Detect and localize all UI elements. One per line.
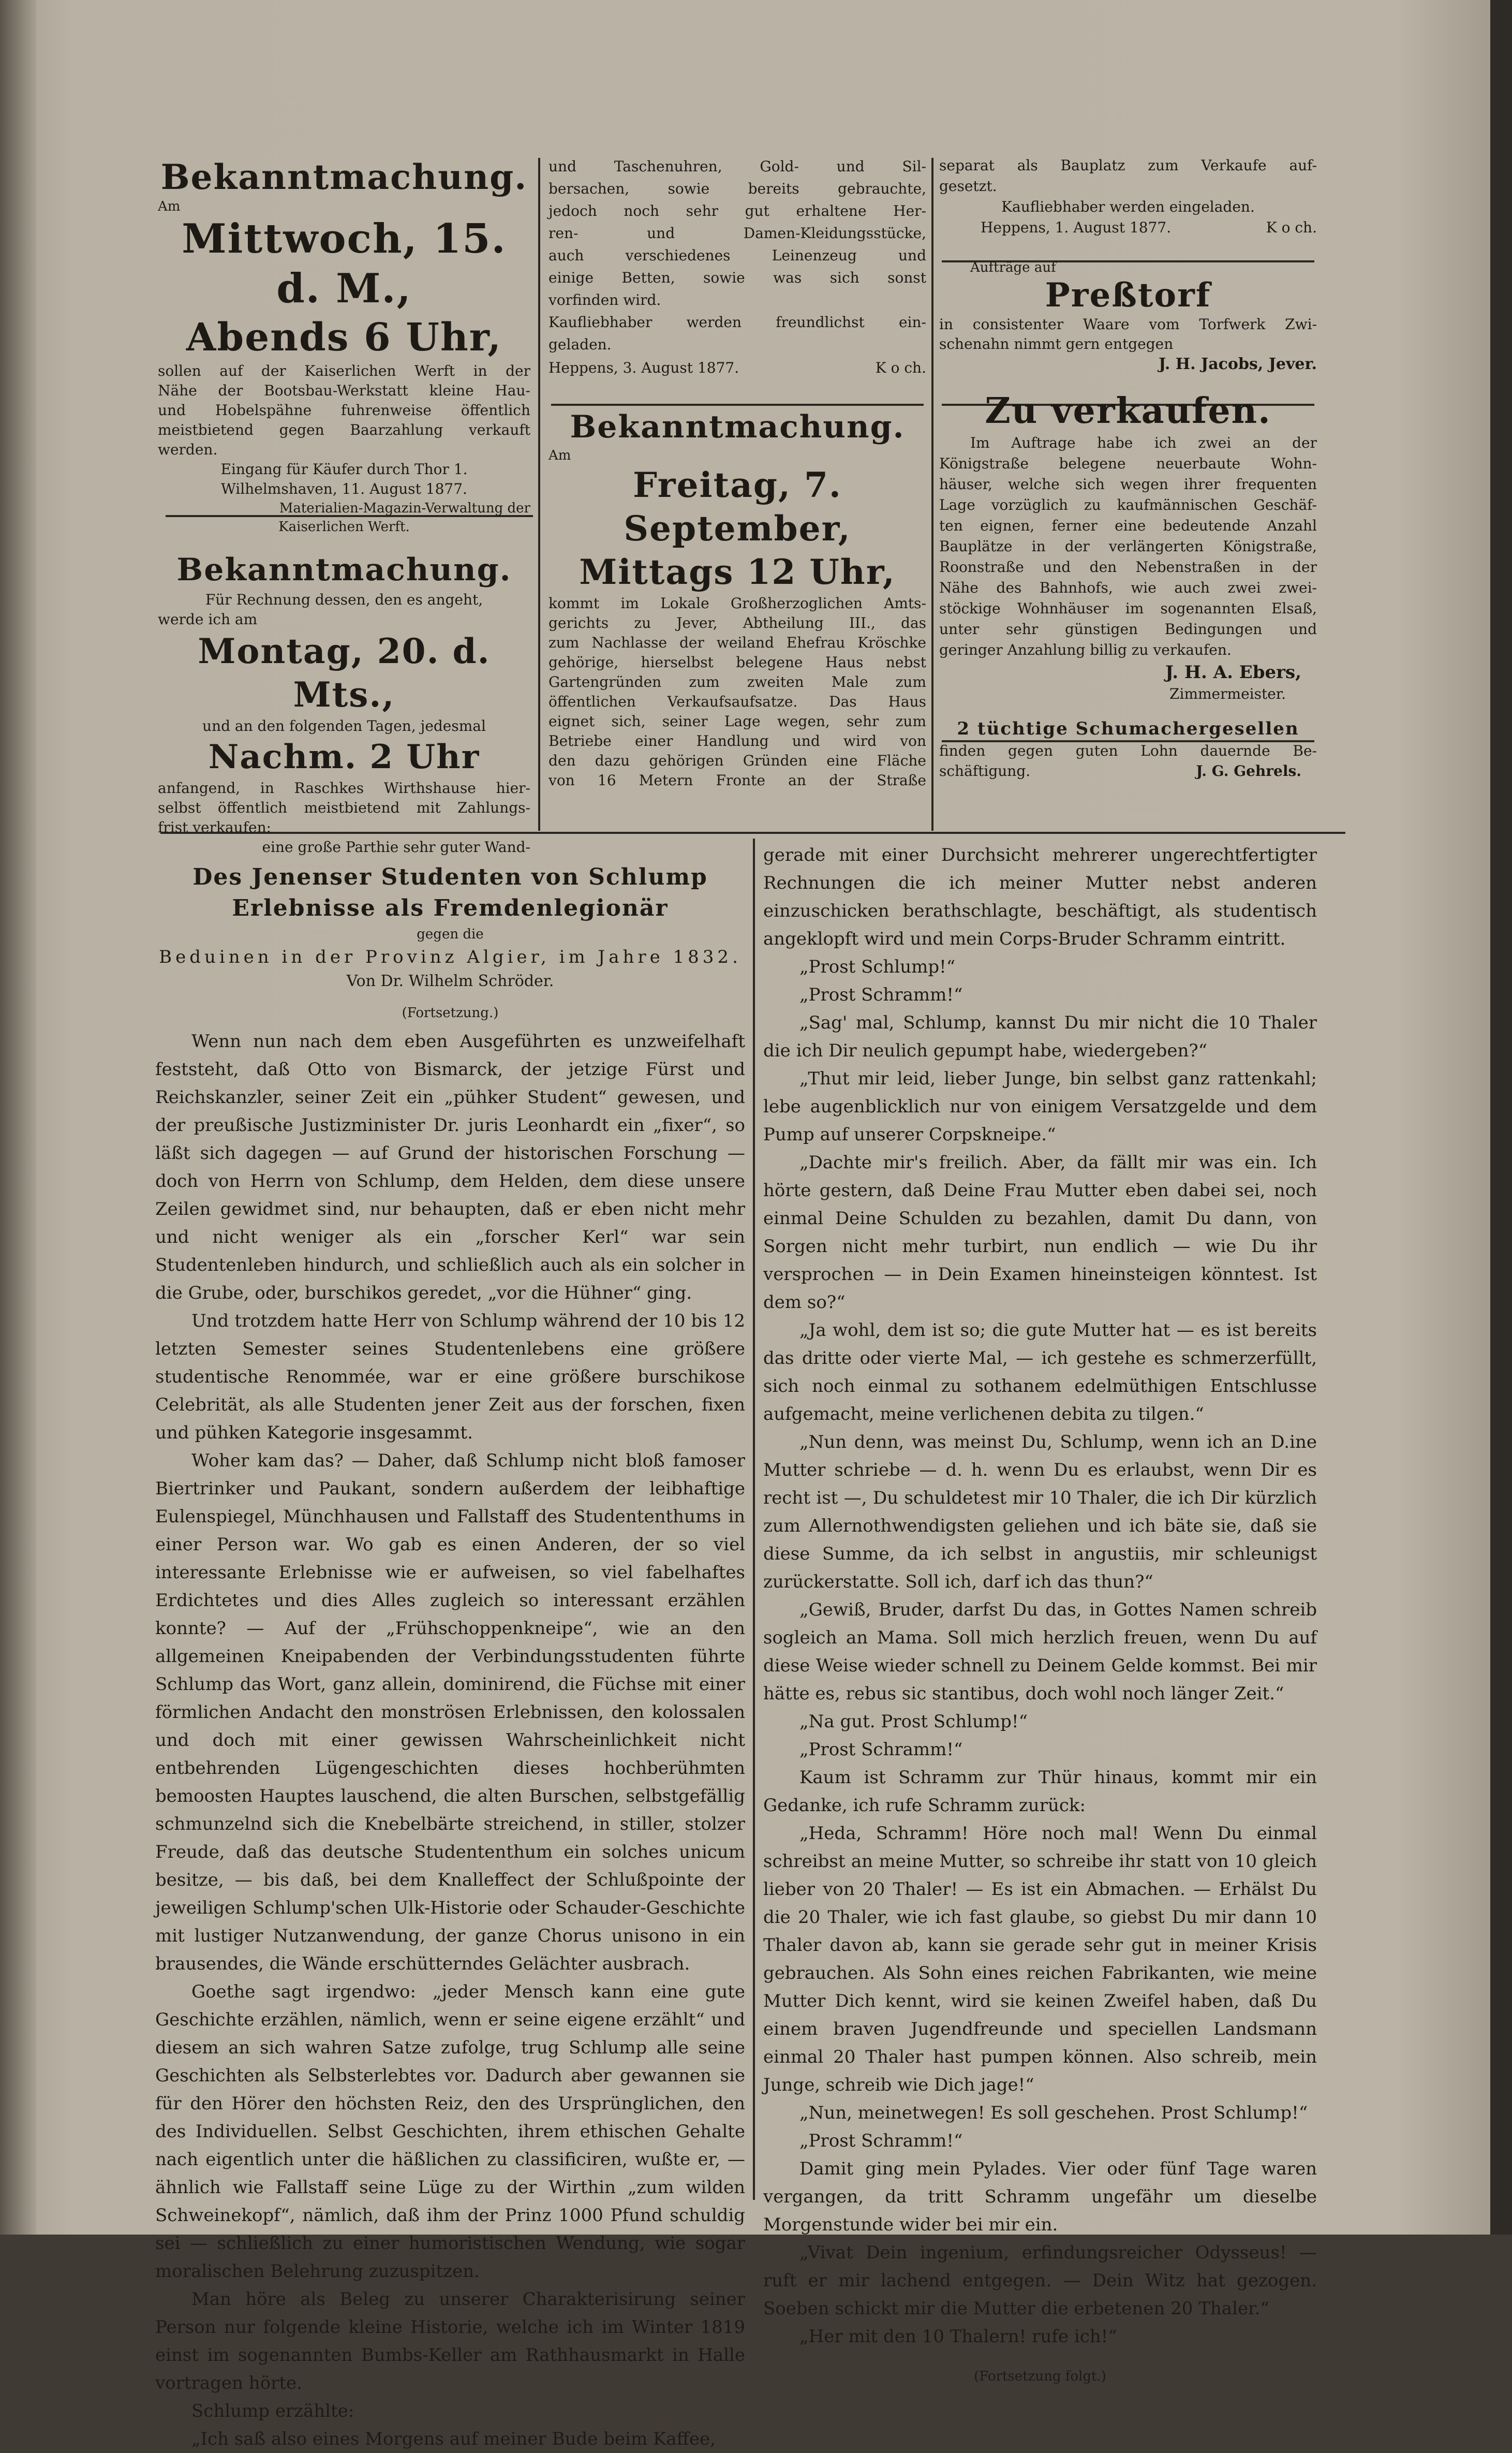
ad5-line: unter sehr günstigen Bedingungen und (939, 621, 1317, 638)
article-paragraph: „Ja wohl, dem ist so; die gute Mutter hat — es ist bereits das dritte oder vierte Mal, — ich gestehe es schmerzerfüllt, sich noch einmal zu sothanem edelmüthigen Entschlusse aufgemacht, meine verlichenen debita zu tilgen.“ (763, 1320, 1317, 1424)
ads-column-2 (549, 155, 926, 828)
article-paragraph: „Prost Schramm!“ (799, 2131, 963, 2151)
ad3cont-signature (939, 217, 1317, 238)
article-paragraph: „Vivat Dein ingenium, erfindungsreicher Odysseus! — ruft er mir lachend entgegen. — Dein Witz hat gezogen. Soeben schickt mir die Mutter die erbetenen 20 Thaler.“ (763, 2242, 1317, 2319)
ad5-heading: Zu verkaufen. (985, 390, 1271, 432)
ad5-line: Bauplätze in der verlängerten Königstraße, (939, 538, 1317, 555)
ad2-line: selbst öffentlich meistbietend mit Zahlungs- (158, 799, 530, 816)
ad4-signer: J. H. Jacobs, Jever. (1159, 355, 1317, 373)
ad2cont-line: auch verschiedenes Leinenzeug und (549, 247, 926, 264)
article-column-right (763, 841, 1317, 2384)
ad5-profession: Zimmermeister. (1169, 685, 1286, 702)
ad6-line: finden gegen guten Lohn dauernde Be- (939, 742, 1317, 759)
ad2-following: und an den folgenden Tagen, jedesmal (202, 717, 486, 735)
article-paragraph: Goethe sagt irgendwo: „jeder Mensch kann eine gute Geschichte erzählen, nämlich, wenn er seine eigene erzählt“ und diesem an sich wahren Satze zufolge, trug Schlump alle seine Geschichten als Selbsterlebtes vor. Dadurch aber gewannen sie für den Hörer den höchsten Reiz, den des Ursprünglichen, den des Individuellen. Selbst Geschichten, ihrem ethischen Gehalte nach eigentlich unter die häßlichen zu classificiren, wußte er, — ähnlich wie Fallstaff seine Lüge zu der Wirthin „zum wilden Schweinekopf“, nämlich, daß ihm der Prinz 1000 Pfund schuldig sei — schließlich zu einer humoristischen Wendung, wie sogar moralischen Belehrung zuzuspitzen. (155, 1981, 745, 2282)
column-rule-article (753, 839, 755, 2200)
ad2cont-line: geladen. (549, 336, 612, 353)
ad6-signer: J. G. Gehrels. (1196, 762, 1301, 780)
ad3-am: Am (549, 448, 571, 463)
ad2cont-signer: K o ch. (875, 359, 926, 376)
article-paragraph: Kaum ist Schramm zur Thür hinaus, kommt mir ein Gedanke, ich rufe Schramm zurück: (763, 1767, 1317, 1816)
ad3cont-signer: K o ch. (1266, 219, 1317, 236)
ad5-line: Lage vorzüglich zu kaufmännischen Geschäf- (939, 496, 1317, 513)
ad2-line: frist verkaufen: (158, 819, 272, 836)
ad3-line: von 16 Metern Fronte an der Straße (549, 772, 926, 789)
article-paragraph: „Prost Schramm!“ (799, 985, 963, 1005)
binding-shadow (0, 0, 36, 2235)
ad3-time: Mittags 12 Uhr, (579, 552, 896, 592)
ad5-line: geringer Anzahlung billig zu verkaufen. (939, 641, 1232, 658)
article-column-left (155, 841, 745, 2449)
ad1-line: Nähe der Bootsbau-Werkstatt kleine Hau- (158, 382, 530, 399)
ad5-line: Im Auftrage habe ich zwei an der (970, 434, 1317, 451)
ad3-date: Freitag, 7. September, (624, 465, 851, 549)
ad4-kicker: Aufträge auf (970, 260, 1056, 275)
article-paragraph: „Na gut. Prost Schlump!“ (799, 1711, 1028, 1732)
ad3-line: kommt im Lokale Großherzoglichen Amts- (549, 595, 926, 612)
ad3cont-invite: Kaufliebhaber werden eingeladen. (1001, 198, 1255, 215)
ad3-line: Gartengründen zum zweiten Male zum (549, 673, 926, 691)
ad5-line: Roonstraße und den Nebenstraßen in der (939, 559, 1317, 576)
article-paragraph: „Gewiß, Bruder, darfst Du das, in Gottes Namen schreib sogleich an Mama. Soll mich herzlich freuen, wenn Du auf diese Weise wieder schnell zu Deinem Gelde kommst. Bei mir hätte es, rebus sic stantibus, doch wohl noch länger Zeit.“ (763, 1599, 1317, 1704)
article-title: Des Jenenser Studenten von Schlump (192, 864, 708, 890)
article-paragraph: „Her mit den 10 Thalern! rufe ich!“ (799, 2326, 1117, 2347)
ad3-line: den dazu gehörigen Gründen eine Fläche (549, 752, 926, 769)
ad1-date: Mittwoch, 15. d. M., (182, 215, 507, 312)
ad1-signature: Materialien-Magazin-Verwaltung der (279, 501, 530, 516)
ad2-date: Montag, 20. d. Mts., (198, 631, 491, 715)
ad3-line: öffentlichen Verkaufsaufsatze. Das Haus (549, 693, 926, 710)
article-paragraph: „Nun denn, was meinst Du, Schlump, wenn ich an D.ine Mutter schriebe — d. h. wenn Du es erlaubst, wenn Dir es recht ist —, Du schuldetest mir 10 Thaler, die ich Dir kürzlich zum Allernothwendigsten geliehen und ich bäte sie, daß sie diese Summe, da ich selbst in angustiis, mir schleunigst zurückerstatte. Soll ich, darf ich das thun?“ (763, 1432, 1317, 1592)
article-paragraph: Man höre als Beleg zu unserer Charakterisirung seiner Person nur folgende kleine Historie, welche ich im Winter 1819 einst im sogenannten Bumbs-Keller am Rathhausmarkt in Halle vortragen hörte. (155, 2289, 745, 2393)
ad2cont-line: ren- und Damen-Kleidungsstücke, (549, 225, 926, 242)
ad2-intro: werde ich am (158, 611, 258, 628)
article-paragraph: Schlump erzählte: (191, 2401, 354, 2421)
article-paragraph: Wenn nun nach dem eben Ausgeführten es unzweifelhaft feststeht, daß Otto von Bismarck, der jetzige Fürst und Reichskanzler, seiner Zeit ein „pühker Student“ gewesen, und der preußische Justizminister Dr. juris Leonhardt ein „fixer“, so läßt sich dagegen — auf Grund der historischen Forschung — doch von Herrn von Schlump, dem Helden, dem diese unsere Zeilen gewidmet sind, nur behaupten, daß er eben nicht mehr und nicht weniger als ein „forscher Kerl“ war sein Studentenleben hindurch, und schließlich auch als ein solcher in die Grube, oder, burschikos geredet, „vor die Hühner“ ging. (155, 1031, 745, 1303)
article-continued: (Fortsetzung.) (402, 1005, 499, 1021)
ad2cont-line: vorfinden wird. (549, 291, 661, 309)
page-edge (1490, 0, 1512, 2235)
ad2cont-line: und Taschenuhren, Gold- und Sil- (549, 158, 926, 175)
article-paragraph: „Heda, Schramm! Höre noch mal! Wenn Du einmal schreibst an meine Mutter, so schreibe ihr statt von 10 gleich lieber von 20 Thaler! — Es ist ein Abmachen. — Erhälst Du die 20 Thaler, wie ich fast glaube, so giebst Du mir dann 10 Thaler davon ab, kann sie gerade sehr gut in meiner Krisis gebrauchen. Als Sohn eines reichen Fabrikanten, wie meine Mutter Dich kennt, wird sie keinen Zweifel haben, daß Du einem braven Jugendfreunde und speciellen Landsmann einmal 20 Thaler hast pumpen können. Also schreib, mein Junge, schreib wie Dich jage!“ (763, 1823, 1317, 2095)
ad1-line: werden. (158, 441, 218, 458)
column-rule-2 (931, 158, 933, 831)
article-paragraph: „Ich saß also eines Morgens auf meiner Bude beim Kaffee, (191, 2429, 716, 2449)
ad2-line: anfangend, in Raschkes Wirthshause hier- (158, 780, 530, 797)
article-paragraph: Und trotzdem hatte Herr von Schlump während der 10 bis 12 letzten Semester seines Studentenlebens eine größere studentische Renommée, war er eine größere burschikose Celebrität, als alle Studenten jener Zeit aus der forschen, fixen und pühken Kategorie insgesammt. (155, 1311, 745, 1443)
article-paragraph: „Prost Schramm!“ (799, 1739, 963, 1760)
ad1-line: meistbietend gegen Baarzahlung verkauft (158, 421, 530, 438)
article-paragraph: „Thut mir leid, lieber Junge, bin selbst ganz rattenkahl; lebe augenblicklich nur von einigem Versatzgelde und dem Pump auf unserer Corpskneipe.“ (763, 1068, 1317, 1145)
ad1-signature: Kaiserlichen Werft. (278, 519, 410, 535)
ad2cont-line: einige Betten, sowie was sich sonst (549, 269, 926, 286)
ad1-line: und Hobelspähne fuhrenweise öffentlich (158, 402, 530, 419)
ad3-heading: Bekanntmachung. (570, 409, 905, 445)
ad5-line: Nähe des Bahnhofs, wie auch zwei zwei- (939, 579, 1317, 596)
ad6-signature (939, 761, 1317, 782)
ad3-line: gerichts zu Jever, Abtheilung III., das (549, 614, 926, 631)
ad2-intro: Für Rechnung dessen, den es angeht, (205, 591, 483, 608)
article-paragraph: „Dachte mir's freilich. Aber, da fällt mir was ein. Ich hörte gestern, daß Deine Frau Mutter eben dabei sei, noch einmal Deine Schulden zu bezahlen, damit Du dann, von Sorgen nicht mehr turbirt, nun endlich — wie Du ihr versprochen — in Dein Examen hineinsteigen könntest. Ist dem so?“ (763, 1152, 1317, 1313)
ad3cont-line: separat als Bauplatz zum Verkaufe auf- (939, 157, 1317, 174)
ad1-am: Am (158, 199, 181, 214)
article-paragraph: „Sag' mal, Schlump, kannst Du mir nicht die 10 Thaler die ich Dir neulich gepumpt habe, wiedergeben?“ (763, 1012, 1317, 1061)
article-subtitle: Beduinen in der Provinz Algier, im Jahre 1832. (159, 947, 742, 967)
ad3cont-line: gesetzt. (939, 178, 997, 195)
ad5-line: häuser, welche sich wegen ihrer frequenten (939, 476, 1317, 493)
ad3-line: eignet sich, seiner Lage wegen, sehr zum (549, 713, 926, 730)
ad5-signer: J. H. A. Ebers, (1165, 662, 1301, 683)
ad2cont-line: Kaufliebhaber werden freundlichst ein- (549, 314, 926, 331)
ad2cont-signature (549, 356, 926, 380)
ad2-line: eine große Parthie sehr guter Wand- (262, 839, 530, 856)
ads-column-3 (939, 155, 1317, 828)
ad2-heading: Bekanntmachung. (176, 552, 512, 588)
article-title: Erlebnisse als Fremdenlegionär (232, 895, 669, 921)
article-paragraph: „Prost Schlump!“ (799, 957, 956, 977)
article-paragraph: „Nun, meinetwegen! Es soll geschehen. Prost Schlump!“ (799, 2103, 1308, 2123)
ad6-heading: 2 tüchtige Schumachergesellen (957, 718, 1299, 739)
ad3-line: Betriebe einer Handlung und wird von (549, 732, 926, 750)
ad3-line: zum Nachlasse der weiland Ehefrau Kröschke (549, 634, 926, 651)
ad2cont-line: bersachen, sowie bereits gebrauchte, (549, 180, 926, 197)
ad2cont-line: jedoch noch sehr gut erhaltene Her- (549, 202, 926, 219)
ad1-place-date: Wilhelmshaven, 11. August 1877. (221, 480, 467, 497)
article-paragraph: gerade mit einer Durchsicht mehrerer ungerechtfertigter Rechnungen die ich meiner Mutter nebst anderen einzuschicken berathschlagte, beschäftigt, als studentisch angeklopft wird und mein Corps-Bruder Schramm eintritt. (763, 845, 1317, 949)
article-to-be-continued: (Fortsetzung folgt.) (974, 2369, 1106, 2384)
article-author: Von Dr. Wilhelm Schröder. (346, 972, 554, 990)
ad3-line: gehörige, hierselbst belegene Haus nebst (549, 654, 926, 671)
ad1-entrance: Eingang für Käufer durch Thor 1. (220, 461, 468, 478)
ads-column-1 (158, 155, 530, 856)
ad4-line: schenahn nimmt gern entgegen (939, 335, 1174, 352)
ad5-line: ten eignen, ferner eine bedeutende Anzahl (939, 517, 1317, 534)
ad4-heading: Preßtorf (1045, 276, 1211, 315)
ad5-line: stöckige Wohnhäuser im sogenannten Elsaß, (939, 600, 1317, 617)
article-paragraph: Woher kam das? — Daher, daß Schlump nicht bloß famoser Biertrinker und Paukant, sondern außerdem der leibhaftige Eulenspiegel, Münchhausen und Fallstaff des Studententhums in einer Person war. Wo gab es einen Anderen, der so viel interessante Erlebnisse wie er aufweisen, so viel fabelhaftes Erdichtetes und dies Alles zugleich so interessant erzählen konnte? — Auf der „Frühschoppenkneipe“, wie an den allgemeinen Kneipabenden der Verbindungsstudenten führte Schlump das Wort, ganz allein, dominirend, die Füchse mit einer förmlichen Andacht den monströsen Erlebnissen, den kolossalen und doch mit einer gewissen Wahrscheinlichkeit nicht entbehrenden Lügengeschichten dieses hochberühmten bemoosten Hauptes lauschend, die alten Burschen, selbstgefällig schmunzelnd sich die Knebelbärte streichend, in stiller, stolzer Freude, daß das deutsche Studententhum ein solches unicum besitze, — bis daß, bei dem Knalleffect der Schlußpointe der jeweiligen Schlump'schen Ulk-Historie oder Schauder-Geschichte mit lustiger Nutzanwendung, der ganze Chorus unisono in ein brausendes, die Wände erschütterndes Gelächter ausbrach. (155, 1450, 745, 1974)
ad6-line: schäftigung. (939, 762, 1031, 780)
article-paragraph: Damit ging mein Pylades. Vier oder fünf Tage waren vergangen, da tritt Schramm ungefähr um dieselbe Morgenstunde wider bei mir ein. (763, 2158, 1317, 2235)
ad5-line: Königstraße belegene neuerbaute Wohn- (939, 455, 1317, 472)
ad2cont-place-date: Heppens, 3. August 1877. (549, 359, 739, 376)
ad1-time: Abends 6 Uhr, (186, 315, 502, 360)
ad1-heading: Bekanntmachung. (160, 157, 528, 197)
ad4-line: in consistenter Waare vom Torfwerk Zwi- (939, 316, 1317, 333)
ad3cont-place-date: Heppens, 1. August 1877. (981, 219, 1172, 236)
article-subtitle-small: gegen die (417, 927, 484, 942)
ad2-time: Nachm. 2 Uhr (208, 738, 480, 776)
column-rule-1 (538, 158, 540, 831)
ad1-line: sollen auf der Kaiserlichen Werft in der (158, 362, 530, 379)
